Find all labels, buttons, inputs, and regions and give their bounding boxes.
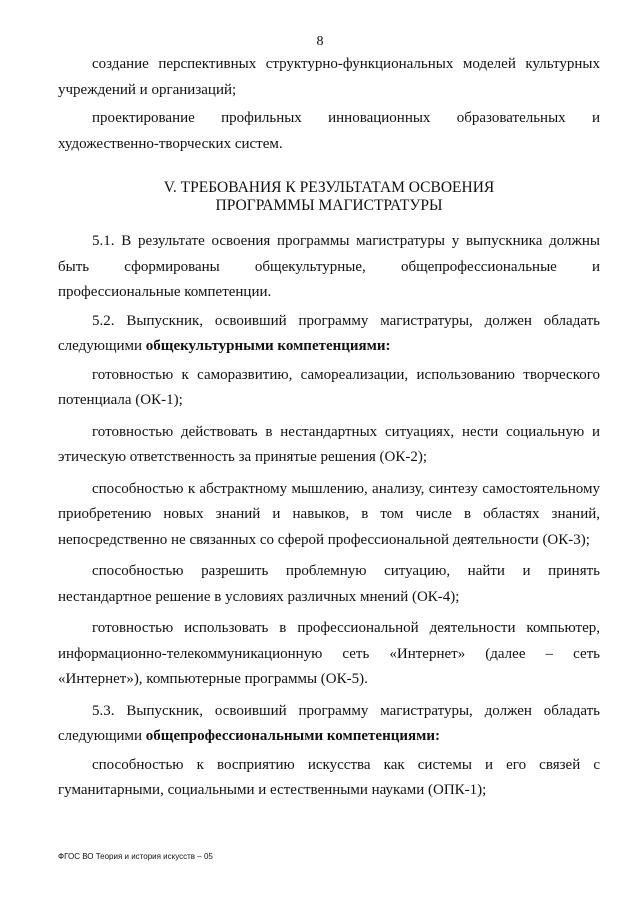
paragraph-5-2 [58,309,600,360]
section-heading-line-2: ПРОГРАММЫ МАГИСТРАТУРЫ [215,197,443,214]
competence-ok-3: способностью к абстрактному мышлению, анализу, синтезу самостоятельному приобретению новых знаний и навыков, в том числе в областях знаний, непосредственно не связанных со сферой профессиональной деятельности (ОК-3); [58,480,600,548]
page-body [58,52,600,804]
intro-item-2: проектирование профильных инновационных образовательных и художественно-творческих систем. [58,110,600,152]
competence-ok-1: готовностью к саморазвитию, самореализации, использованию творческого потенциала (ОК-1); [58,366,600,408]
competence-ok-4: способностью разрешить проблемную ситуацию, найти и принять нестандартное решение в условиях различных мнений (ОК-4); [58,563,600,605]
paragraph-5-2-bold: общекультурными компетенциями: [145,338,391,354]
competence-ok-2: готовностью действовать в нестандартных ситуациях, нести социальную и этическую ответственность за принятые решения (ОК-2); [58,423,600,465]
paragraph-5-3 [58,699,600,750]
paragraph-5-1: 5.1. В результате освоения программы магистратуры у выпускника должны быть сформированы общекультурные, общепрофессиональные и профессиональные компетенции. [58,233,600,300]
paragraph-5-3-text: 5.3. Выпускник, освоивший программу магистратуры, должен обладать следующими [58,702,600,744]
paragraph-5-3-bold: общепрофессиональными компетенциями: [145,728,440,744]
competence-ok-5: готовностью использовать в профессиональной деятельности компьютер, информационно-телекоммуникационную сеть «Интернет» (далее – сеть «Интернет»), компьютерные программы (ОК-5). [58,620,600,687]
section-heading [58,179,600,215]
paragraph-5-2-text: 5.2. Выпускник, освоивший программу магистратуры, должен обладать следующими [58,312,600,354]
competence-opk-1: способностью к восприятию искусства как системы и его связей с гуманитарными, социальными и естественными науками (ОПК-1); [58,756,600,798]
page-footer: ФГОС ВО Теория и история искусств – 05 [58,852,213,861]
intro-item-1: создание перспективных структурно-функциональных моделей культурных учреждений и организаций; [58,56,600,98]
section-heading-line-1: V. ТРЕБОВАНИЯ К РЕЗУЛЬТАТАМ ОСВОЕНИЯ [163,179,495,196]
page-number: 8 [316,34,324,49]
